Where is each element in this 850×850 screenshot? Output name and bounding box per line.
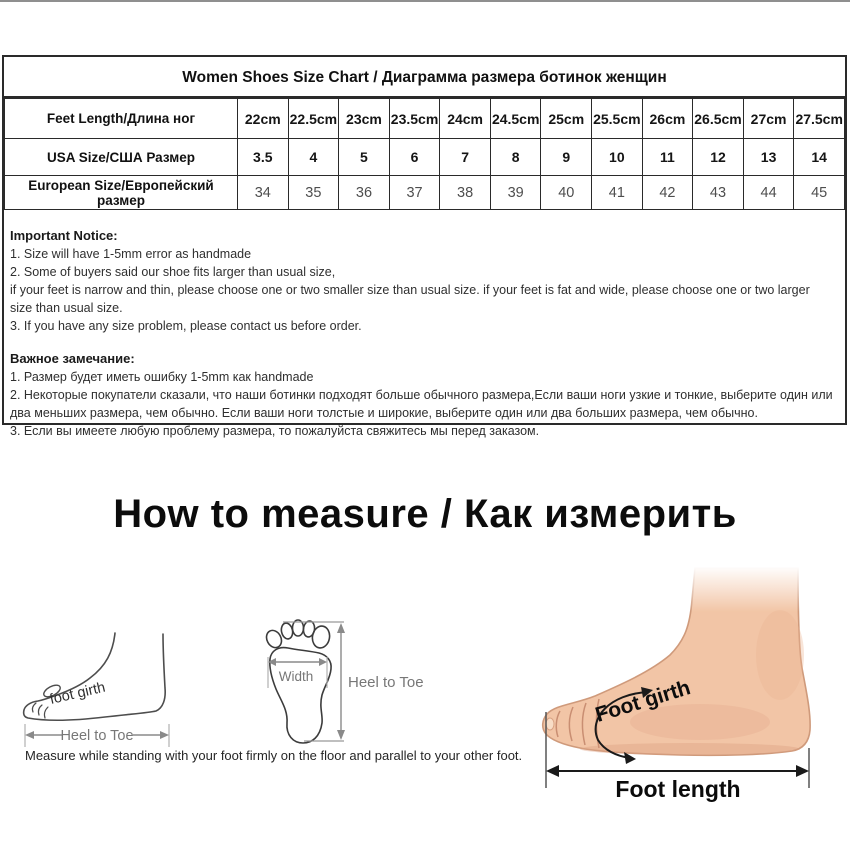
notice-russian-lines [10, 368, 835, 440]
footprint-diagram [250, 590, 445, 755]
foot-illustration [543, 566, 810, 755]
size-cell: 25.5cm [592, 99, 643, 139]
size-cell: 4 [288, 139, 339, 176]
size-row-label: USA Size/США Размер [5, 139, 238, 176]
size-cell: 41 [592, 176, 643, 210]
size-cell: 36 [339, 176, 390, 210]
size-cell: 14 [794, 139, 845, 176]
size-cell: 40 [541, 176, 592, 210]
size-row-label: European Size/Европейский размер [5, 176, 238, 210]
size-cell: 42 [642, 176, 693, 210]
image-top-border [0, 0, 850, 2]
foot-side-sketch-diagram [20, 615, 235, 755]
size-cell: 34 [238, 176, 289, 210]
size-row-label: Feet Length/Длина ног [5, 99, 238, 139]
notice-line: if your feet is narrow and thin, please choose one or two smaller size than usual size. if your feet is fat and wide, please choose one or two larger size than usual size. [10, 283, 810, 315]
size-cell: 25cm [541, 99, 592, 139]
how-to-measure-heading: How to measure / Как измерить [113, 492, 737, 536]
size-cell: 13 [743, 139, 794, 176]
size-cell: 26cm [642, 99, 693, 139]
size-chart-title: Women Shoes Size Chart / Диаграмма размера ботинок женщин [4, 57, 845, 98]
notice-english-lines [10, 245, 835, 335]
notice-line: 3. Если вы имеете любую проблему размера, то пожалуйста свяжитесь мы перед заказом. [10, 424, 540, 438]
size-cell: 11 [642, 139, 693, 176]
size-cell: 3.5 [238, 139, 289, 176]
notice-english [10, 227, 835, 335]
size-cell: 44 [743, 176, 794, 210]
sketch-heel-to-toe-label: Heel to Toe [60, 728, 134, 744]
photo-foot-girth-label: Foot girth [592, 676, 694, 727]
notice-line: 2. Some of buyers said our shoe fits larger than usual size, [10, 265, 336, 279]
measure-caption: Measure while standing with your foot firmly on the floor and parallel to your other foot. [25, 748, 523, 763]
size-table-row [5, 99, 845, 139]
size-chart-box [2, 55, 847, 438]
size-cell: 24cm [440, 99, 491, 139]
size-table-row [5, 176, 845, 210]
size-cell: 9 [541, 139, 592, 176]
notices-section [4, 210, 845, 440]
size-cell: 27.5cm [794, 99, 845, 139]
size-cell: 6 [389, 139, 440, 176]
notice-russian [10, 350, 835, 440]
size-cell: 23.5cm [389, 99, 440, 139]
footprint-width-label: Width [278, 669, 314, 684]
size-cell: 37 [389, 176, 440, 210]
size-table-row [5, 139, 845, 176]
size-table [4, 98, 845, 210]
size-cell: 12 [693, 139, 744, 176]
size-cell: 5 [339, 139, 390, 176]
size-cell: 10 [592, 139, 643, 176]
size-cell: 22.5cm [288, 99, 339, 139]
foot-photo-diagram [535, 568, 847, 805]
size-cell: 7 [440, 139, 491, 176]
photo-foot-length-label: Foot length [615, 776, 741, 802]
notice-line: 3. If you have any size problem, please contact us before order. [10, 319, 362, 333]
size-cell: 26.5cm [693, 99, 744, 139]
size-cell: 38 [440, 176, 491, 210]
size-cell: 43 [693, 176, 744, 210]
size-cell: 22cm [238, 99, 289, 139]
size-cell: 24.5cm [490, 99, 541, 139]
foot-side-outline [24, 633, 166, 720]
size-cell: 35 [288, 176, 339, 210]
footprint-heel-to-toe-label: Heel to Toe [348, 674, 424, 691]
size-cell: 8 [490, 139, 541, 176]
size-cell: 23cm [339, 99, 390, 139]
sketch-foot-girth-label: foot girth [48, 679, 107, 708]
size-cell: 45 [794, 176, 845, 210]
notice-english-heading: Important Notice: [10, 228, 118, 243]
notice-russian-heading: Важное замечание: [10, 351, 135, 366]
size-cell: 39 [490, 176, 541, 210]
size-cell: 27cm [743, 99, 794, 139]
size-table-body [5, 99, 845, 210]
notice-line: 1. Размер будет иметь ошибку 1-5mm как handmade [10, 370, 314, 384]
notice-line: 1. Size will have 1-5mm error as handmade [10, 247, 252, 261]
notice-line: 2. Некоторые покупатели сказали, что наши ботинки подходят больше обычного размера,Если ваши ноги узкие и тонкие, выберите один или два меньших размера, чем обычно. Если ваши ноги толстые и широкие, выберите один или два больших размера, чем обычно. [10, 388, 833, 420]
